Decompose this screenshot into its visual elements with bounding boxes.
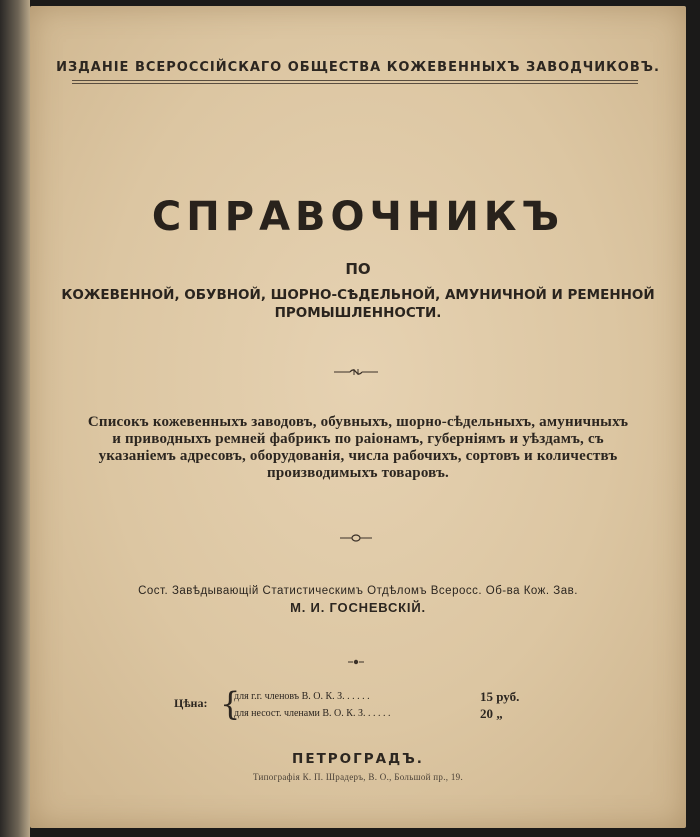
subtitle-line: КОЖЕВЕННОЙ, ОБУВНОЙ, ШОРНО-СѢДЕЛЬНОЙ, АМУНИЧНОЙ И РЕМЕННОЙ xyxy=(61,287,655,303)
book-title: СПРАВОЧНИКЪ xyxy=(151,194,565,240)
price-label: Цѣна: xyxy=(174,696,208,710)
price-row-nonmembers: для несост. членами В. О. К. З. . . . . . xyxy=(234,708,391,719)
book-spine xyxy=(0,0,30,837)
header-rule xyxy=(72,80,638,81)
book-subtitle xyxy=(30,286,686,322)
price-block xyxy=(160,686,560,726)
ornament-divider-icon xyxy=(332,367,380,377)
title-page xyxy=(30,6,686,828)
compiler-name: М. И. ГОСНЕВСКІЙ. xyxy=(290,600,426,615)
brace-icon: { xyxy=(220,685,241,723)
description-line: указаніемъ адресовъ, оборудованія, числа рабочихъ, сортовъ и количествъ xyxy=(98,448,618,464)
header-rule-double xyxy=(72,83,638,84)
publisher-header: ИЗДАНІЕ ВСЕРОССІЙСКАГО ОБЩЕСТВА КОЖЕВЕННЫХЪ ЗАВОДЧИКОВЪ. xyxy=(56,60,660,75)
ornament-divider-icon xyxy=(332,533,380,543)
publication-city: ПЕТРОГРАДЪ. xyxy=(292,751,424,767)
price-value-nonmembers: 20 „ xyxy=(480,706,503,721)
book-description xyxy=(30,414,686,482)
compiler-line: Сост. Завѣдывающій Статистическимъ Отдѣломъ Всеросс. Об-ва Кож. Зав. xyxy=(138,585,578,597)
ornament-dot-icon xyxy=(332,657,380,667)
description-line: и приводныхъ ремней фабрикъ по раіонамъ, губерніямъ и уѣздамъ, съ xyxy=(112,431,604,447)
subtitle-line: ПРОМЫШЛЕННОСТИ. xyxy=(274,305,442,321)
description-line: Списокъ кожевенныхъ заводовъ, обувныхъ, шорно-сѣдельныхъ, амуничныхъ xyxy=(87,414,629,430)
price-value-members: 15 руб. xyxy=(480,689,520,704)
description-line: производимыхъ товаровъ. xyxy=(267,465,449,481)
title-preposition: ПО xyxy=(345,260,371,278)
price-row-members: для г.г. членовъ В. О. К. З. . . . . . xyxy=(234,691,370,702)
printer-imprint: Типографія К. П. Шрадеръ, В. О., Большой пр., 19. xyxy=(252,772,464,782)
